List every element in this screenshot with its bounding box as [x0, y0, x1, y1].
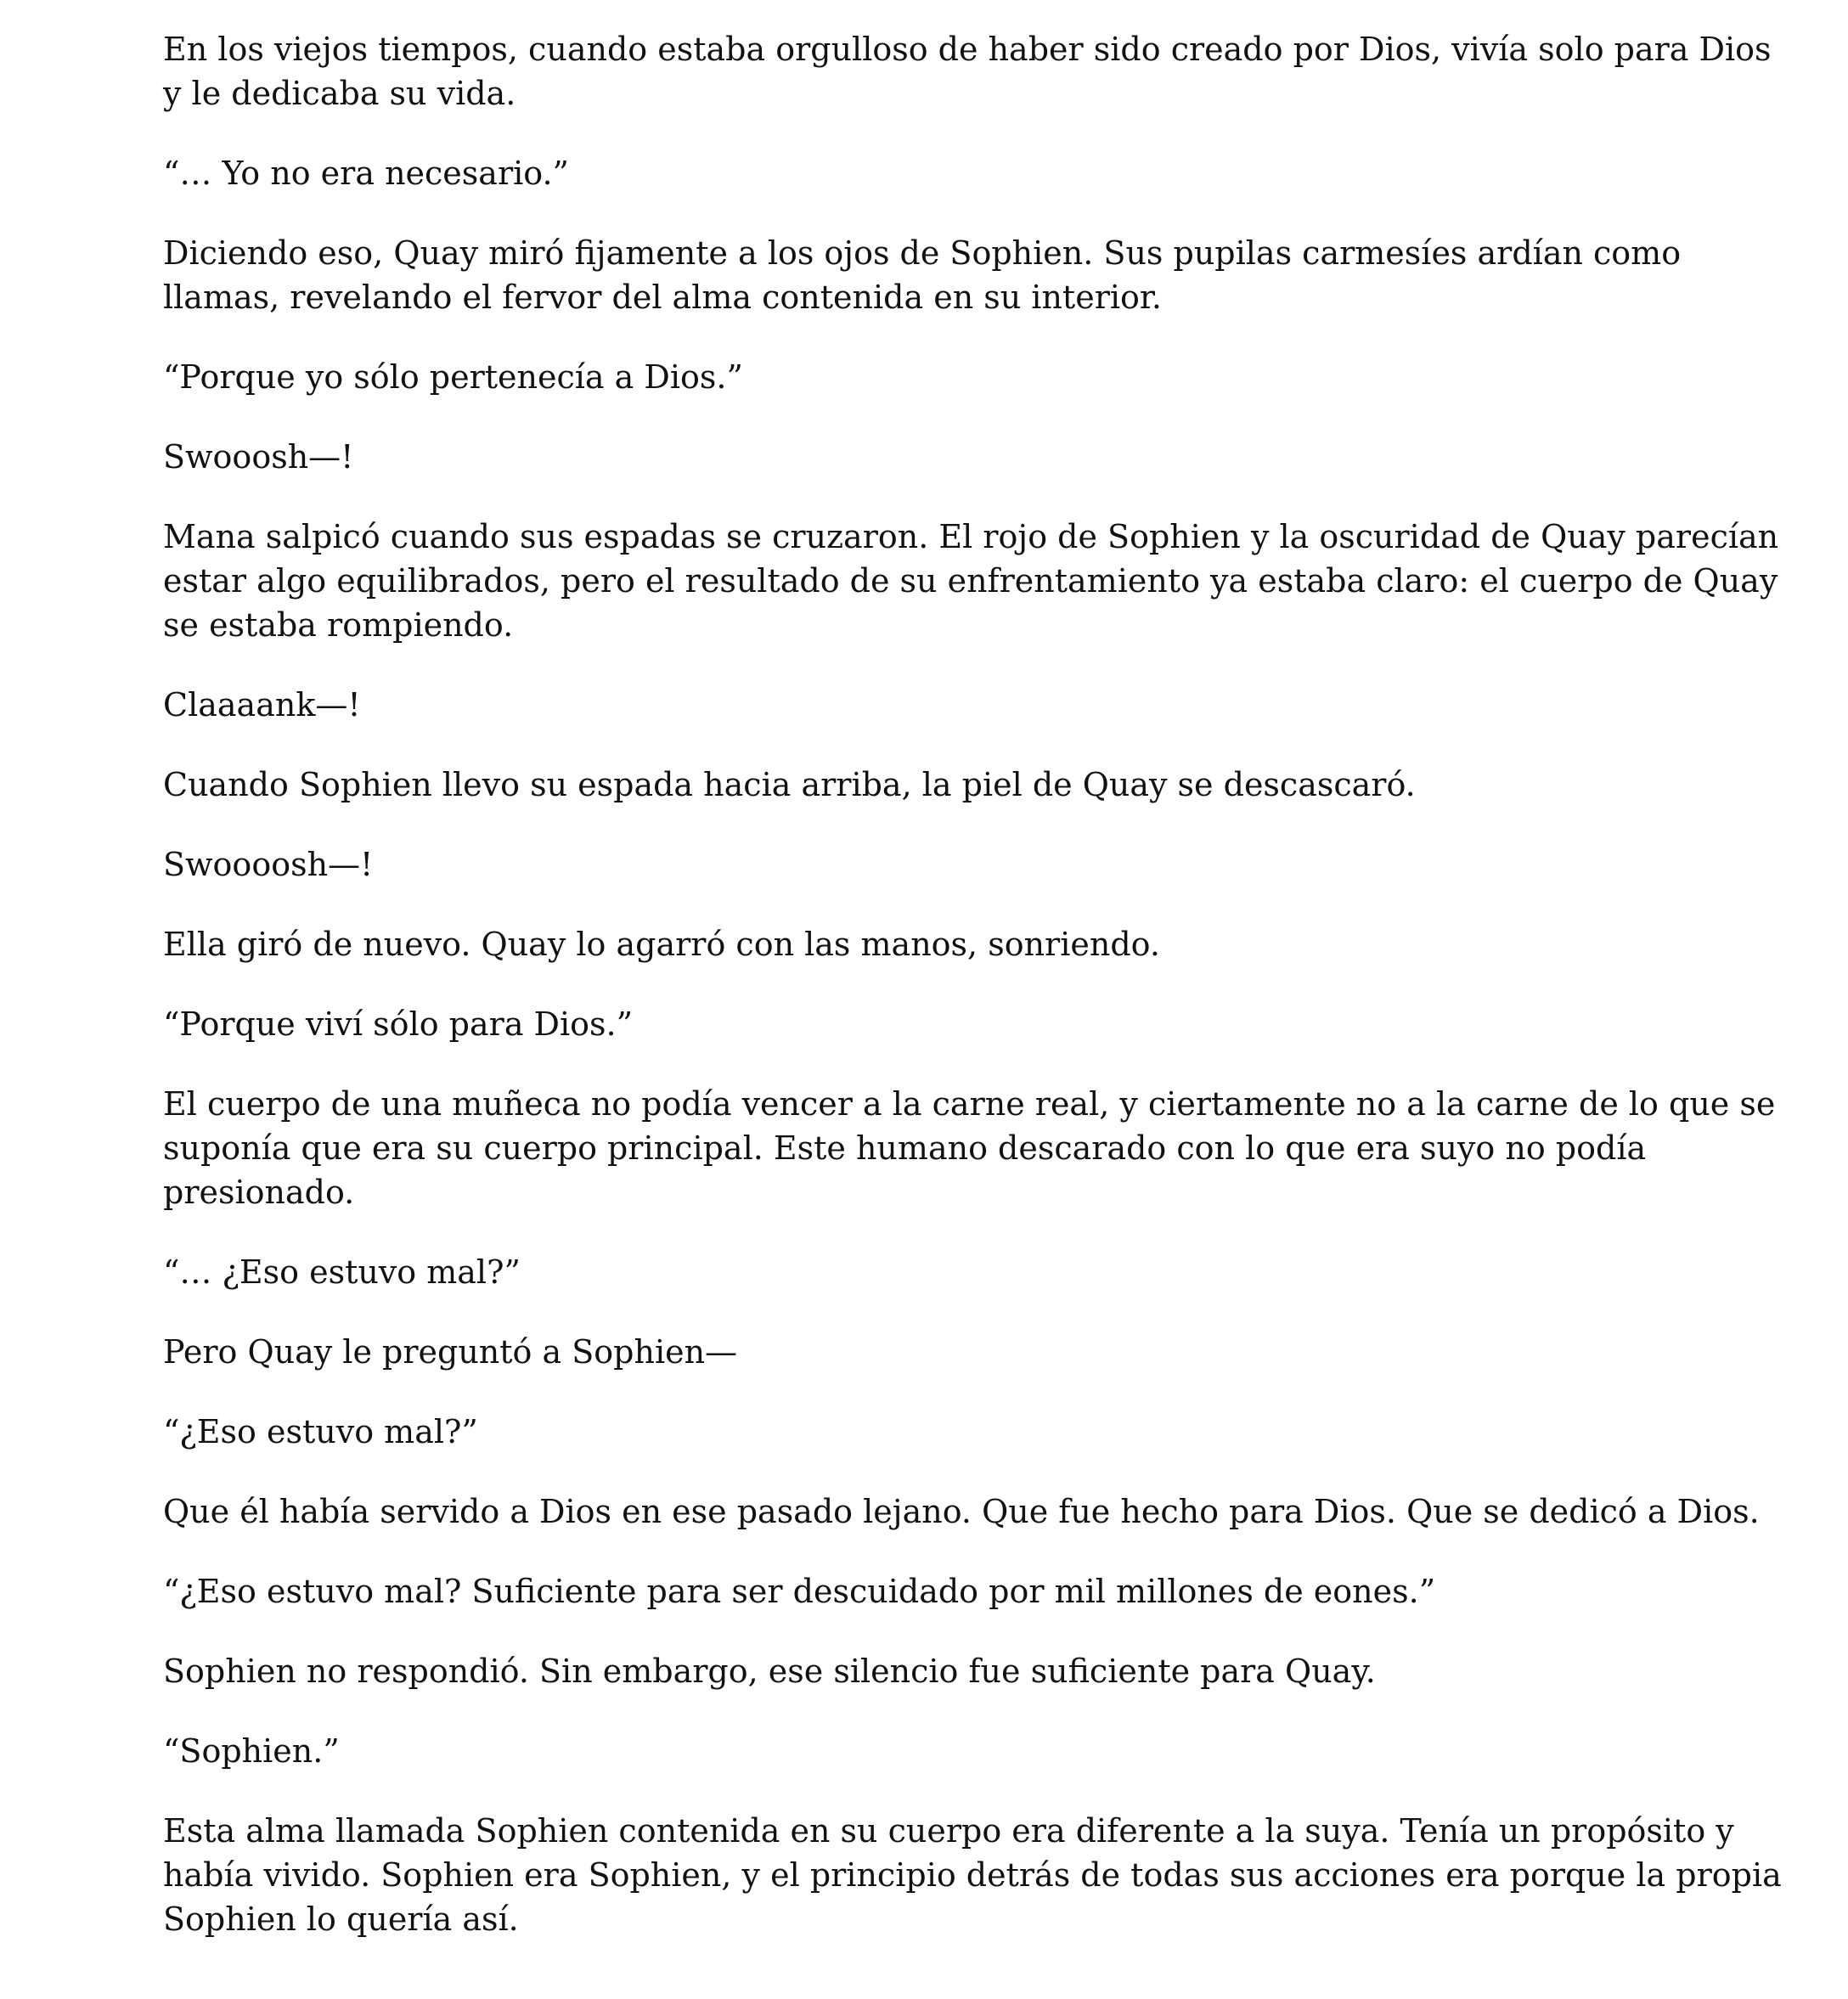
paragraph-8 — [163, 763, 1692, 807]
text-line: “¿Eso estuvo mal? Suficiente para ser descuidado por mil millones de eones.” — [163, 1573, 1436, 1610]
paragraph-19 — [163, 1729, 1692, 1773]
text-line: Mana salpicó cuando sus espadas se cruzaron. El rojo de Sophien y la oscuridad de Quay parecían — [163, 518, 1779, 555]
paragraph-18 — [163, 1649, 1692, 1693]
text-line: Que él había servido a Dios en ese pasado lejano. Que fue hecho para Dios. Que se dedicó a Dios. — [163, 1493, 1760, 1530]
text-line: estar algo equilibrados, pero el resultado de su enfrentamiento ya estaba claro: el cuerpo de Quay — [163, 562, 1778, 600]
text-line: Claaaank—! — [163, 686, 361, 724]
text-line: Esta alma llamada Sophien contenida en su cuerpo era diferente a la suya. Tenía un propósito y — [163, 1812, 1734, 1850]
text-body — [163, 27, 1782, 1977]
text-line: suponía que era su cuerpo principal. Este humano descarado con lo que era suyo no podía — [163, 1129, 1647, 1167]
paragraph-17 — [163, 1569, 1692, 1613]
text-line: “¿Eso estuvo mal?” — [163, 1413, 478, 1450]
text-line: y le dedicaba su vida. — [163, 75, 516, 112]
paragraph-3 — [163, 231, 1692, 319]
text-line: “… ¿Eso estuvo mal?” — [163, 1253, 521, 1291]
paragraph-2 — [163, 151, 1692, 195]
text-line: “… Yo no era necesario.” — [163, 155, 569, 192]
paragraph-9 — [163, 842, 1692, 887]
paragraph-16 — [163, 1489, 1760, 1534]
paragraph-14 — [163, 1330, 1692, 1374]
text-line: presionado. — [163, 1174, 355, 1211]
text-line: se estaba rompiendo. — [163, 606, 514, 644]
paragraph-11 — [163, 1002, 1692, 1046]
paragraph-10 — [163, 922, 1692, 966]
paragraph-5 — [163, 435, 1692, 479]
text-line: Diciendo eso, Quay miró fijamente a los ojos de Sophien. Sus pupilas carmesíes ardían como — [163, 234, 1682, 272]
text-line: Cuando Sophien llevo su espada hacia arriba, la piel de Quay se descascaró. — [163, 766, 1416, 803]
paragraph-4 — [163, 355, 1692, 399]
paragraph-1 — [163, 27, 1772, 115]
text-line: había vivido. Sophien era Sophien, y el principio detrás de todas sus acciones era porque la propia — [163, 1856, 1782, 1894]
text-line: Swooosh—! — [163, 438, 354, 476]
text-line: Ella giró de nuevo. Quay lo agarró con las manos, sonriendo. — [163, 926, 1160, 963]
paragraph-13 — [163, 1250, 1692, 1294]
text-line: En los viejos tiempos, cuando estaba orgulloso de haber sido creado por Dios, vivía solo para Dios — [163, 31, 1772, 68]
text-line: “Porque viví sólo para Dios.” — [163, 1005, 634, 1043]
text-line: llamas, revelando el fervor del alma contenida en su interior. — [163, 279, 1162, 316]
text-line: Swoooosh—! — [163, 846, 374, 883]
paragraph-20 — [163, 1809, 1782, 1941]
text-line: Sophien lo quería así. — [163, 1900, 519, 1938]
text-line: El cuerpo de una muñeca no podía vencer a la carne real, y ciertamente no a la carne de lo que se — [163, 1085, 1776, 1123]
paragraph-15 — [163, 1410, 1692, 1454]
text-line: Pero Quay le preguntó a Sophien— — [163, 1333, 738, 1371]
paragraph-12 — [163, 1082, 1776, 1214]
text-line: “Porque yo sólo pertenecía a Dios.” — [163, 358, 743, 396]
text-line: “Sophien.” — [163, 1732, 340, 1770]
text-line: Sophien no respondió. Sin embargo, ese silencio fue suficiente para Quay. — [163, 1653, 1376, 1690]
paragraph-7 — [163, 683, 1692, 727]
paragraph-6 — [163, 515, 1779, 647]
